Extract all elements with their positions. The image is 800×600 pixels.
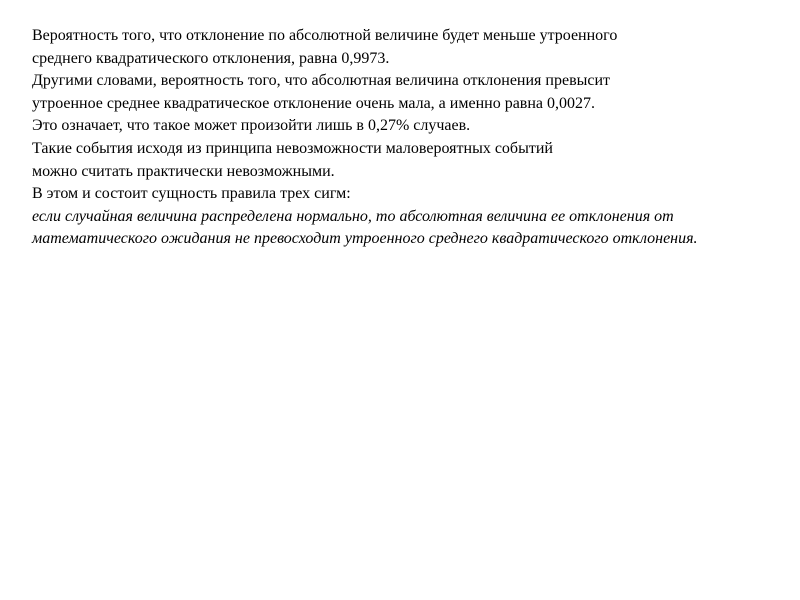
paragraph-line: утроенное среднее квадратическое отклонение очень мала, а именно равна 0,0027. — [32, 94, 596, 112]
rule-statement-line: если случайная величина распределена нормально, то абсолютная величина ее отклонения от — [32, 207, 674, 225]
paragraph-line: Такие события исходя из принципа невозможности маловероятных событий — [32, 139, 553, 157]
paragraph-line: Это означает, что такое может произойти лишь в 0,27% случаев. — [32, 117, 471, 135]
text-body — [32, 25, 792, 251]
rule-statement-line: математического ожидания не превосходит утроенного среднего квадратического отклонения. — [32, 230, 698, 248]
paragraph-line: Другими словами, вероятность того, что абсолютная величина отклонения превысит — [32, 72, 611, 90]
paragraph-line: среднего квадратического отклонения, равна 0,9973. — [32, 49, 390, 67]
paragraph-line: можно считать практически невозможными. — [32, 162, 335, 180]
paragraph-line: Вероятность того, что отклонение по абсолютной величине будет меньше утроенного — [32, 27, 618, 44]
paragraph-line: В этом и состоит сущность правила трех сигм: — [32, 185, 351, 203]
